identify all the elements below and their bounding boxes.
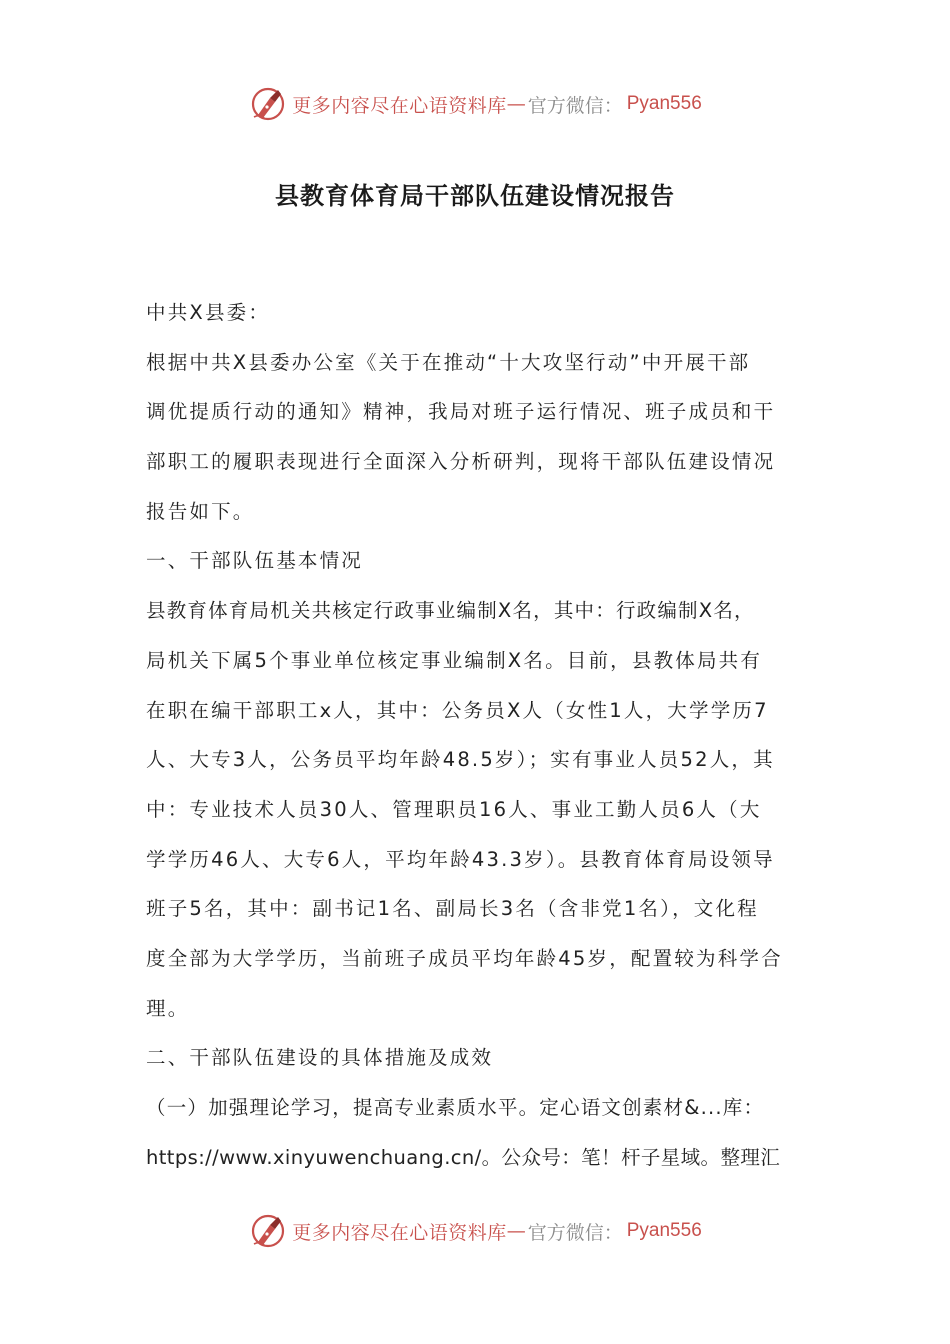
official-label: 官方微信： [527,1221,623,1244]
salutation: 中共X县委： [146,301,271,324]
banner-separator: — [506,1220,526,1242]
body-line: 局机关下属5个事业单位核定事业编制X名。目前，县教体局共有 [146,648,763,672]
header-banner [0,82,950,126]
document-body [146,288,816,1182]
body-line-url: https://www.xinyuwenchuang.cn/。公众号：笔！杆子星域。整理汇 [146,1145,781,1169]
wechat-id: Pyan556 [626,1220,702,1241]
banner-separator: — [506,93,526,115]
subsection-heading: （一）加强理论学习，提高专业素质水平。定心语文创素材&...库： [146,1096,765,1119]
footer-banner [0,1209,950,1253]
body-line: 在职在编干部职工x人，其中：公务员X人（女性1人，大学学历7 [146,698,769,722]
document-title: 县教育体育局干部队伍建设情况报告 [275,182,675,210]
body-line: 人、大专3人，公务员平均年龄48.5岁）；实有事业人员52人，其 [146,748,775,772]
section-heading-2: 二、干部队伍建设的具体措施及成效 [146,1046,494,1070]
pen-nib-logo-icon [248,1211,288,1251]
body-line: 中：专业技术人员30人、管理职员16人、事业工勤人员6人（大 [146,797,762,821]
promo-text: 更多内容尽在心语资料库 [292,94,507,117]
pen-nib-logo-icon [248,84,288,124]
body-line: 报告如下。 [146,499,255,523]
body-line: 理。 [146,996,190,1020]
body-line: 县教育体育局机关共核定行政事业编制X名，其中：行政编制X名， [146,599,755,623]
body-line: 部职工的履职表现进行全面深入分析研判，现将干部队伍建设情况 [146,450,776,474]
body-line: 根据中共X县委办公室《关于在推动“十大攻坚行动”中开展干部 [146,350,751,374]
official-label: 官方微信： [527,94,623,117]
body-line: 度全部为大学学历，当前班子成员平均年龄45岁，配置较为科学合 [146,946,783,970]
body-line: 班子5名，其中：副书记1名、副局长3名（含非党1名），文化程 [146,897,759,921]
body-line: 调优提质行动的通知》精神，我局对班子运行情况、班子成员和干 [146,400,776,424]
promo-text: 更多内容尽在心语资料库 [292,1221,507,1244]
section-heading-1: 一、干部队伍基本情况 [146,549,364,573]
body-line: 学学历46人、大专6人，平均年龄43.3岁）。县教育体育局设领导 [146,847,775,871]
wechat-id: Pyan556 [626,93,702,114]
